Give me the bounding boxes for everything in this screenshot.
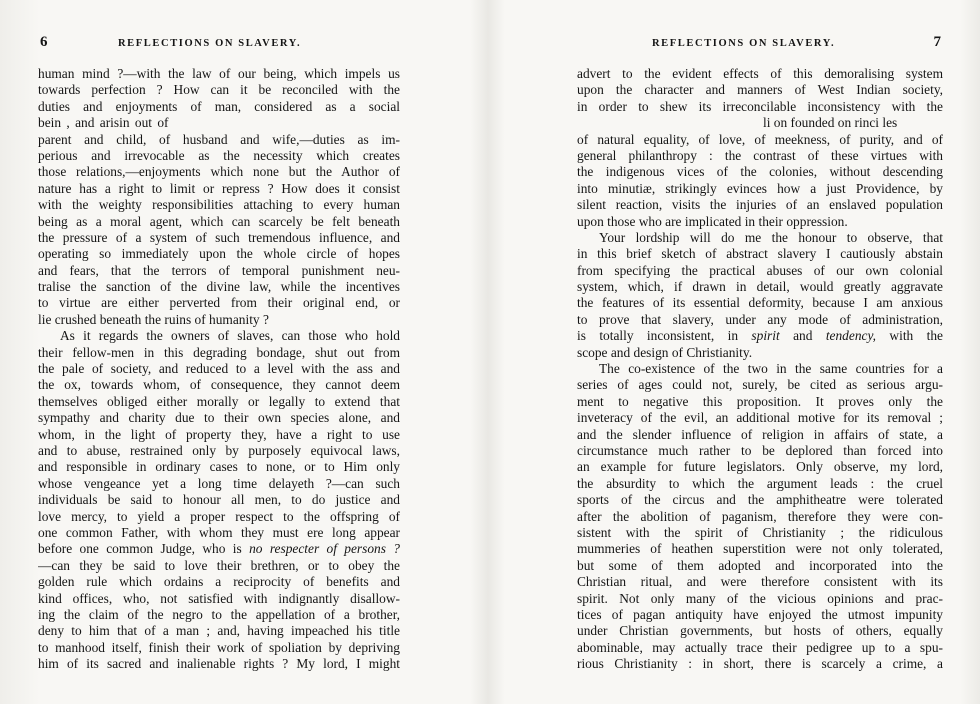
text-line: silent reaction, visits the injuries of an enslaved population: [577, 197, 943, 213]
page-number: 7: [933, 34, 941, 50]
running-title: REFLECTIONS ON SLAVERY.: [118, 38, 302, 49]
text-line: operating so immediately upon the whole circle of hopes: [38, 246, 400, 262]
text-line: in order to shew its irreconcilable inconsistency with the: [577, 98, 943, 114]
text-line: the pressure of a system of such tremendous influence, and: [38, 229, 400, 245]
right-page-header: [577, 34, 943, 52]
text-line: Christian ritual, and were therefore consistent with its: [577, 574, 943, 590]
text-line: bein , and arisin out of: [38, 115, 169, 131]
text-line: inveteracy of the evil, an additional motive for its removal ;: [577, 410, 943, 426]
text-line: and to abuse, restrained only by purposely equivocal laws,: [38, 442, 400, 458]
text-line: rious Christianity : in short, there is scarcely a crime, a: [577, 656, 943, 672]
text-line: system, which, if drawn in detail, would greatly aggravate: [577, 279, 943, 295]
text-line: from specifying the practical abuses of our own colonial: [577, 262, 943, 278]
text-line: perious and irrevocable as the necessity which creates: [38, 147, 400, 163]
text-line: lie crushed beneath the ruins of humanity ?: [38, 311, 269, 327]
text-line: but some of them adopted and incorporated into the: [577, 557, 943, 573]
text-line: human mind ?—with the law of our being, which impels us: [38, 66, 400, 81]
text-line: the indigenous vices of the colonies, without descending: [577, 164, 943, 180]
italic-word: spirit: [751, 328, 780, 344]
text-line: him of its sacred and inalienable rights ? My lord, I might: [38, 656, 400, 672]
text-line: circumstance much rather to be deplored than forced into: [577, 442, 943, 458]
text-line: series of ages could not, surely, be cited as serious argu-: [577, 377, 943, 393]
text-line: ment to negative this proposition. It proves only the: [577, 393, 943, 409]
text-line: sistent with the spirit of Christianity ; the ridiculous: [577, 524, 943, 540]
text-fragment: is totally inconsistent, in: [577, 328, 739, 344]
right-page-body: [577, 66, 943, 672]
text-line: upon the character and manners of West Indian society,: [577, 82, 943, 98]
text-line: ing the claim of the negro to the appellation of a brother,: [38, 606, 400, 622]
text-line: to prove that slavery, under any mode of administration,: [577, 311, 943, 327]
text-line: being as a moral agent, which can scarcely be felt beneath: [38, 213, 400, 229]
text-line: kind offices, who, not satisfied with indignantly disallow-: [38, 590, 400, 606]
text-line: general philanthropy : the contrast of these virtues with: [577, 147, 943, 163]
paragraph-start-line: As it regards the owners of slaves, can those who hold: [60, 328, 400, 344]
left-page-header: [38, 34, 400, 52]
text-line: love mercy, to yield a proper respect to the offspring of: [38, 508, 400, 524]
text-fragment: before one common Judge, who is: [38, 541, 242, 557]
text-line: to virtue are either perverted from their original end, or: [38, 295, 400, 311]
text-line: under Christian governments, but hosts of others, equally: [577, 623, 943, 639]
text-fragment: and: [793, 328, 813, 344]
text-line-with-italic: [38, 541, 400, 557]
italic-word: tendency,: [825, 328, 877, 344]
text-line: themselves obliged either morally or legally to extend that: [38, 393, 400, 409]
text-line: of natural equality, of love, of meekness, of purity, and of: [577, 131, 943, 147]
text-line: and fears, that the terrors of temporal punishment neu-: [38, 262, 400, 278]
text-line: the ox, towards whom, of consequence, they cannot deem: [38, 377, 400, 393]
text-line: sports of the circus and the amphitheatre were tolerated: [577, 492, 943, 508]
text-line: golden rule which ordains a reciprocity of benefits and: [38, 574, 400, 590]
text-line: abominable, may actually trace their pedigree up to a spu-: [577, 639, 943, 655]
text-line: tices of pagan antiquity have enjoyed the utmost impunity: [577, 606, 943, 622]
text-line: sympathy and charity due to their own species alone, and: [38, 410, 400, 426]
left-page: [38, 0, 400, 704]
text-line: nature has a right to limit or repress ? How does it consist: [38, 180, 400, 196]
text-line: after the abolition of paganism, therefore they were con-: [577, 508, 943, 524]
text-line: parent and child, of husband and wife,—duties as im-: [38, 131, 400, 147]
text-line: those relations,—enjoyments which none but the Author of: [38, 164, 400, 180]
text-line: into minutiæ, strikingly evinces how a just Providence, by: [577, 180, 943, 196]
text-line: their fellow-men in this degrading bondage, shut out from: [38, 344, 400, 360]
text-line: duties and enjoyments of man, considered as a social: [38, 98, 400, 114]
text-line: —can they be said to love their brethren, or to obey the: [38, 557, 400, 573]
text-line: upon those who are implicated in their oppression.: [577, 213, 848, 229]
text-line: the absurdity to which the argument leads : the cruel: [577, 475, 943, 491]
text-line: and responsible in ordinary cases to none, or to Him only: [38, 459, 400, 475]
text-line-with-italics: [577, 328, 943, 344]
text-line: an example for future legislators. Only observe, my lord,: [577, 459, 943, 475]
text-line: the features of its essential deformity, because I am anxious: [577, 295, 943, 311]
text-line: mummeries of heathen superstition were not only tolerated,: [577, 541, 943, 557]
text-line: advert to the evident effects of this demoralising system: [577, 66, 943, 81]
paragraph-start-line: The co-existence of the two in the same countries for a: [599, 361, 943, 377]
text-line: individuals be said to honour all men, to do justice and: [38, 492, 400, 508]
text-line: one common Father, with whom they must ere long appear: [38, 524, 400, 540]
text-line: with the weighty responsibilities attaching to every human: [38, 197, 400, 213]
text-line: deny to him that of a man ; and, having impeached his title: [38, 623, 400, 639]
text-line: whose vengeance yet a long time delayeth ?—can such: [38, 475, 400, 491]
text-line: spirit. Not only many of the vicious opinions and prac-: [577, 590, 943, 606]
text-line: scope and design of Christianity.: [577, 344, 753, 360]
paragraph-start-line: Your lordship will do me the honour to observe, that: [599, 229, 943, 245]
running-title: REFLECTIONS ON SLAVERY.: [652, 38, 836, 49]
text-fragment: with the: [889, 328, 943, 344]
italic-phrase: no respecter of persons ?: [249, 541, 400, 557]
text-line: and the slender influence of religion in affairs of state, a: [577, 426, 943, 442]
text-line: li on founded on rinci les: [763, 115, 898, 131]
text-line: to manhood itself, finish their work of spoliation by depriving: [38, 639, 400, 655]
text-line: the pale of society, and reduced to a level with the ass and: [38, 361, 400, 377]
text-line: in this brief sketch of abstract slavery I cautiously abstain: [577, 246, 943, 262]
text-line: whom, in the light of property they, have a right to use: [38, 426, 400, 442]
left-page-body: [38, 66, 400, 672]
right-page: [577, 0, 943, 704]
text-line: towards perfection ? How can it be reconciled with the: [38, 82, 400, 98]
text-line: tralise the sanction of the divine law, while the incentives: [38, 279, 400, 295]
page-number: 6: [40, 34, 48, 50]
